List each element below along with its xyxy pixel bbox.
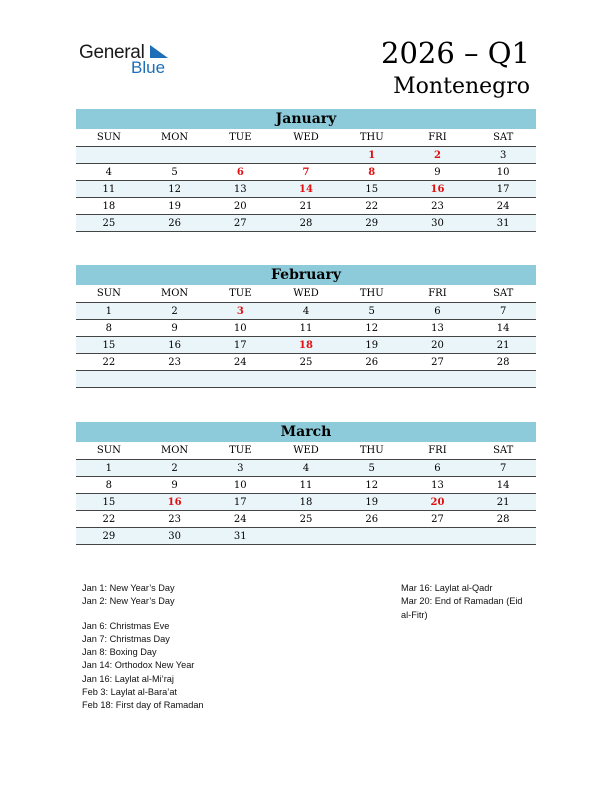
day-cell: 28 (496, 357, 510, 368)
day-cell: 2 (171, 306, 178, 317)
day-cell: 10 (496, 167, 510, 178)
weekday-label: SUN (96, 288, 121, 299)
day-cell: 22 (102, 514, 116, 525)
holiday-note: Feb 18: First day of Ramadan (82, 700, 204, 711)
day-cell: 6 (434, 306, 441, 317)
weekday-label: SAT (493, 288, 514, 299)
logo-word-blue: Blue (131, 58, 166, 77)
day-cell: 29 (365, 218, 379, 229)
weekday-label: SUN (96, 445, 121, 456)
weekday-label: TUE (229, 288, 252, 299)
holiday-note: Jan 14: Orthodox New Year (82, 660, 195, 671)
day-cell: 12 (365, 323, 379, 334)
month-name: March (76, 422, 536, 442)
week-row (76, 460, 536, 477)
weekday-label: WED (293, 132, 319, 143)
day-cell: 24 (496, 201, 510, 212)
day-cell: 9 (171, 323, 178, 334)
day-cell: 20 (431, 340, 444, 351)
weekday-label: THU (359, 288, 384, 299)
day-cell: 12 (365, 480, 379, 491)
day-cell: 18 (299, 497, 313, 508)
day-cell: 25 (102, 218, 116, 229)
day-cell: 7 (302, 167, 310, 178)
weekday-label: MON (160, 445, 189, 456)
day-cell: 15 (102, 497, 116, 508)
day-cell: 24 (233, 357, 247, 368)
holiday-list-left (82, 582, 362, 713)
week-row (76, 494, 536, 511)
day-cell: 13 (431, 323, 444, 334)
weekday-header-row (76, 129, 536, 147)
weekday-label: FRI (428, 288, 447, 299)
day-cell: 1 (105, 306, 113, 317)
day-cell: 4 (105, 167, 113, 178)
day-cell: 25 (299, 357, 313, 368)
day-cell (273, 528, 339, 544)
day-cell (339, 528, 405, 544)
day-cell: 22 (365, 201, 379, 212)
week-row (76, 303, 536, 320)
day-cell: 31 (233, 531, 247, 542)
logo-triangle-icon (150, 45, 168, 58)
day-cell: 27 (233, 218, 247, 229)
day-cell: 5 (368, 306, 375, 317)
day-cell: 23 (168, 514, 181, 525)
day-cell: 8 (105, 480, 113, 491)
day-cell: 4 (302, 306, 310, 317)
day-cell: 5 (171, 167, 178, 178)
day-cell: 18 (102, 201, 116, 212)
holiday-note: Jan 1: New Year’s Day (82, 583, 175, 593)
holiday-note: Jan 16: Laylat al-Mi’raj (82, 673, 174, 684)
day-cell (207, 371, 273, 387)
week-row (76, 181, 536, 198)
day-cell: 10 (233, 480, 247, 491)
weekday-label: FRI (428, 132, 447, 143)
day-cell: 16 (430, 184, 445, 195)
month-january (76, 109, 536, 232)
day-cell: 11 (299, 323, 313, 334)
weekday-label: THU (359, 445, 384, 456)
day-cell: 9 (171, 480, 178, 491)
quarter-title: 2026 – Q1 (381, 36, 530, 70)
weekday-header-row (76, 285, 536, 303)
day-cell: 7 (499, 463, 507, 474)
week-row (76, 164, 536, 181)
holiday-note: Jan 6: Christmas Eve (82, 620, 170, 631)
day-cell: 8 (368, 167, 376, 178)
day-cell: 8 (105, 323, 113, 334)
day-cell: 14 (299, 184, 313, 195)
day-cell: 13 (233, 184, 247, 195)
weekday-label: TUE (229, 132, 252, 143)
weekday-label: WED (293, 288, 319, 299)
day-cell: 17 (233, 340, 247, 351)
day-cell: 20 (430, 497, 445, 508)
day-cell: 11 (299, 480, 313, 491)
day-cell: 1 (368, 150, 376, 161)
day-cell: 2 (171, 463, 178, 474)
day-cell: 10 (233, 323, 247, 334)
week-row (76, 528, 536, 545)
weekday-label: FRI (428, 445, 447, 456)
week-row (76, 354, 536, 371)
day-cell: 13 (431, 480, 444, 491)
day-cell: 19 (365, 497, 379, 508)
holiday-note: Mar 16: Laylat al-Qadr (401, 583, 493, 593)
holiday-list-right (401, 582, 551, 622)
day-cell: 4 (302, 463, 310, 474)
week-row (76, 147, 536, 164)
weekday-label: MON (160, 288, 189, 299)
day-cell: 16 (167, 497, 182, 508)
day-cell: 6 (236, 167, 244, 178)
day-cell: 21 (299, 201, 313, 212)
day-cell: 14 (496, 323, 510, 334)
day-cell: 27 (431, 514, 444, 525)
weekday-header-row (76, 442, 536, 460)
day-cell: 11 (102, 184, 116, 195)
day-cell: 14 (496, 480, 510, 491)
day-cell (76, 371, 142, 387)
day-cell: 17 (233, 497, 247, 508)
day-cell: 3 (237, 463, 244, 474)
country-name: Montenegro (393, 74, 530, 99)
weekday-label: SAT (493, 132, 514, 143)
day-cell (142, 147, 208, 163)
weekday-label: SUN (96, 132, 121, 143)
weekday-label: WED (293, 445, 319, 456)
day-cell: 5 (368, 463, 375, 474)
day-cell: 6 (434, 463, 441, 474)
weekday-label: SAT (493, 445, 514, 456)
holiday-note: Mar 20: End of Ramadan (Eid al-Fitr) (401, 596, 523, 620)
month-march (76, 422, 536, 545)
day-cell (405, 528, 471, 544)
holiday-note: Jan 2: New Year’s Day (82, 596, 175, 607)
day-cell: 29 (102, 531, 116, 542)
week-row (76, 511, 536, 528)
month-name: February (76, 265, 536, 285)
day-cell (339, 371, 405, 387)
day-cell (470, 371, 536, 387)
day-cell (273, 147, 339, 163)
logo-word-general: General (79, 42, 145, 63)
day-cell: 30 (431, 218, 444, 229)
generalblue-logo (79, 42, 179, 78)
day-cell (273, 371, 339, 387)
day-cell: 27 (431, 357, 444, 368)
day-cell: 22 (102, 357, 116, 368)
day-cell: 25 (299, 514, 313, 525)
day-cell: 16 (168, 340, 181, 351)
month-february (76, 265, 536, 388)
week-row (76, 320, 536, 337)
day-cell: 3 (236, 306, 244, 317)
day-cell (142, 371, 208, 387)
day-cell: 20 (233, 201, 247, 212)
day-cell: 24 (233, 514, 247, 525)
day-cell: 1 (105, 463, 113, 474)
weekday-label: TUE (229, 445, 252, 456)
day-cell: 26 (365, 357, 379, 368)
day-cell: 18 (299, 340, 313, 351)
week-row (76, 477, 536, 494)
weekday-label: MON (160, 132, 189, 143)
day-cell: 21 (496, 340, 510, 351)
day-cell: 19 (365, 340, 379, 351)
day-cell: 15 (365, 184, 379, 195)
day-cell: 26 (168, 218, 181, 229)
day-cell: 28 (496, 514, 510, 525)
day-cell: 17 (496, 184, 510, 195)
day-cell: 31 (496, 218, 510, 229)
day-cell: 15 (102, 340, 116, 351)
day-cell: 12 (168, 184, 181, 195)
week-row (76, 198, 536, 215)
day-cell: 23 (431, 201, 444, 212)
week-row (76, 337, 536, 354)
holiday-note: Jan 7: Christmas Day (82, 633, 170, 644)
day-cell: 28 (299, 218, 313, 229)
day-cell: 9 (434, 167, 441, 178)
holiday-note: Feb 3: Laylat al-Bara’at (82, 687, 177, 698)
day-cell: 7 (499, 306, 507, 317)
day-cell: 26 (365, 514, 379, 525)
day-cell: 21 (496, 497, 510, 508)
week-row (76, 215, 536, 232)
day-cell: 30 (168, 531, 181, 542)
week-row (76, 371, 536, 388)
day-cell (405, 371, 471, 387)
weekday-label: THU (359, 132, 384, 143)
day-cell (470, 528, 536, 544)
month-name: January (76, 109, 536, 129)
day-cell (207, 147, 273, 163)
day-cell: 2 (433, 150, 441, 161)
holiday-note: Jan 8: Boxing Day (82, 647, 157, 658)
day-cell (76, 147, 142, 163)
day-cell: 19 (168, 201, 181, 212)
day-cell: 3 (499, 150, 507, 161)
day-cell: 23 (168, 357, 181, 368)
